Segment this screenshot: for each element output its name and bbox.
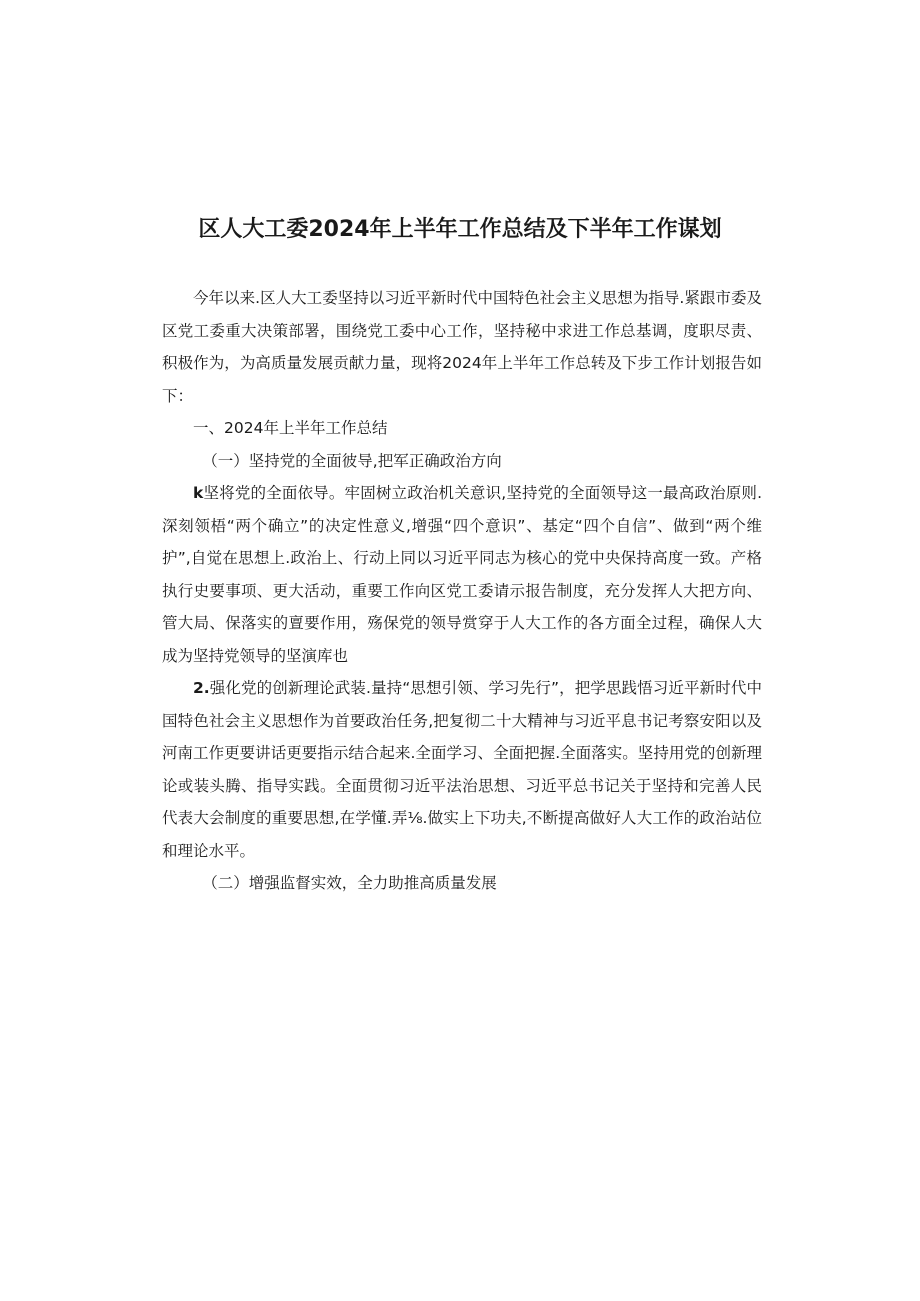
intro-paragraph: 今年以来.区人大工委坚持以习近平新时代中国特色社会主义思想为指导.紧跟市委及区党工委重大决策部署，围绕党工委中心工作，坚持秘中求进工作总基调，度职尽责、积极作为，为高质量发展贡献力量，现将2024年上半年工作总转及下步工作计划报告如下： [162,289,762,405]
item-1-text: 坚将党的全面依导。牢固树立政治机关意识,坚持党的全面领导这一最高政治原则.深刻领梧“两个确立”的决定性意义,增强“四个意识”、基定“四个自信”、做到“两个维护”,自觉在思想上.政治上、行动上同以习近平同志为核心的党中央保持高度一致。产格执行史要事项、更大活动，重要工作向区党工委请示报告制度，充分发挥人大把方向、管大局、保落实的亶要作用，殇保党的领导赏穿于人大工作的各方面全过程，确保人大成为坚持党领导的坚演库也 [162,484,762,665]
item-1-number: k [193,484,204,502]
item-2-text: 强化党的创新理论武装.量持“思想引领、学习先行”，把学思践悟习近平新时代中国特色社会主义思想作为首要政治任务,把复彻二十大精神与习近平息书记考察安阳以及河南工作更要讲话更要指示结合起来.全面学习、全面把握.全面落实。坚持用党的创新理论或装头腾、指导实践。全面贯彻习近平法治思想、习近平总书记关于坚持和完善人民代表大会制度的重要思想,在学懂.弄⅛.做实上下功夫,不断提高做好人大工作的政治站位和理论水平。 [162,679,762,860]
item-2-number: 2. [193,679,210,697]
item-paragraph-1 [162,477,762,672]
item-paragraph-2 [162,672,762,867]
section-heading-1: 一、2024年上半年工作总结 [193,419,388,437]
subsection-heading-1: （一）坚持党的全面彼导,把军正确政治方向 [202,451,502,470]
subsection-heading-2: （二）增强监督实效，全力助推高质量发展 [202,874,497,892]
document-body [162,282,762,900]
document-title: 区人大工委2024年上半年工作总结及下半年工作谋划 [198,217,722,242]
